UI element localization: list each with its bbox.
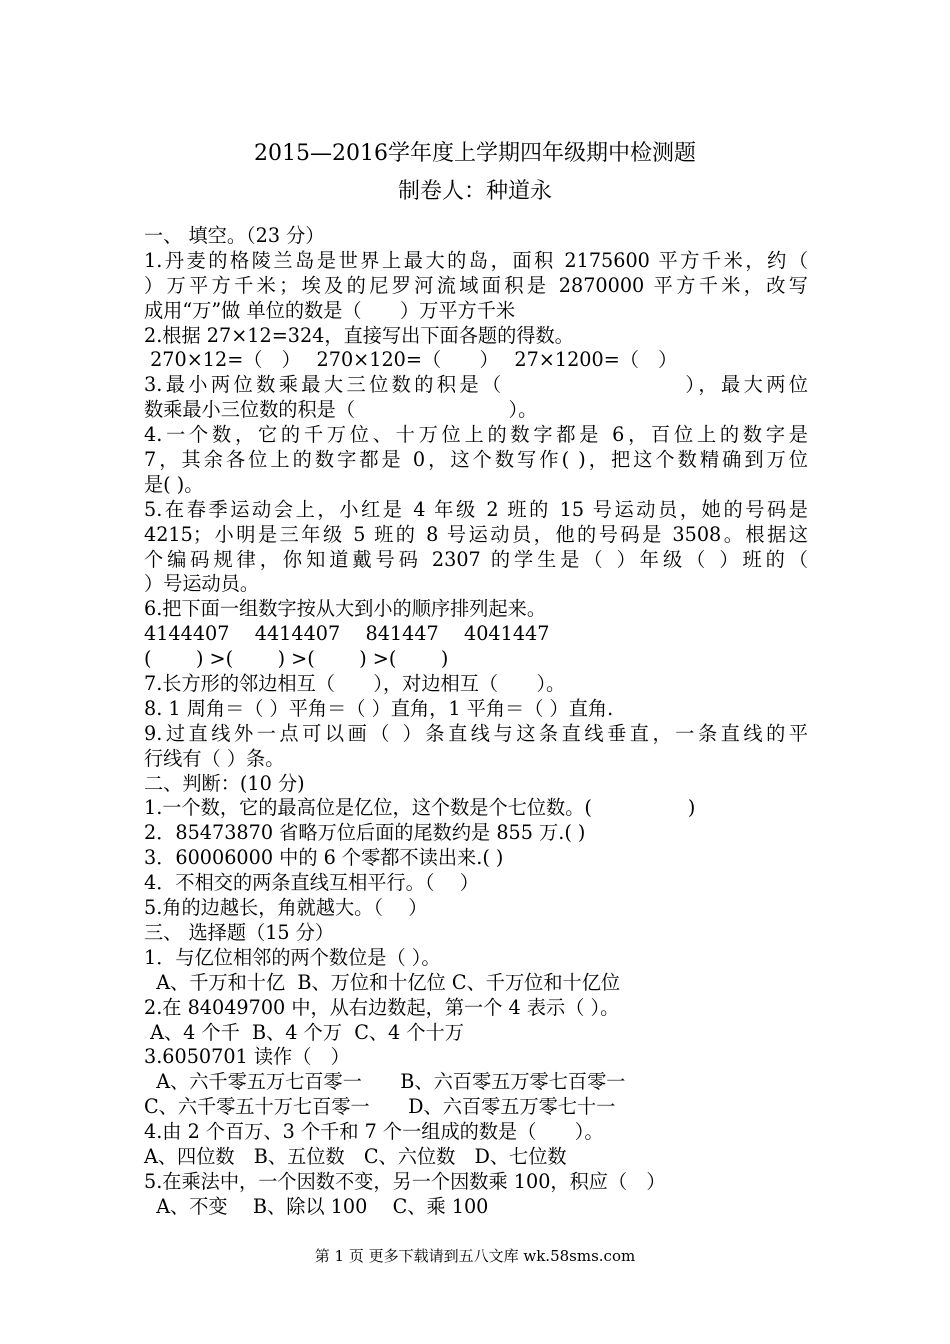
text-line: A、四位数 B、五位数 C、六位数 D、七位数	[144, 1144, 567, 1168]
page-footer: 第 1 页 更多下载请到五八文库 wk.58sms.com	[314, 1247, 636, 1265]
text-line: 7.长方形的邻边相互（ ），对边相互（ ）。	[144, 672, 566, 696]
text-line: 5.角的边越长，角就越大。（ ）	[144, 896, 428, 920]
text-line: 三、 选择题（15 分）	[144, 920, 335, 944]
text-line: 个编码规律，你知道戴号码 2307 的学生是（ ）年级（ ）班的（	[144, 547, 808, 571]
text-line: A、六千零五万七百零一 B、六百零五万零七百零一	[144, 1070, 626, 1094]
text-line: 8. 1 周角＝（ ）平角＝（ ）直角，1 平角＝（ ）直角.	[144, 696, 614, 720]
text-line: 行线有（ ）条。	[144, 746, 285, 770]
text-line: 5.在春季运动会上，小红是 4 年级 2 班的 15 号运动员，她的号码是	[144, 497, 808, 521]
text-line: 一、 填空。（23 分）	[144, 224, 325, 247]
text-line: 2．85473870 省略万位后面的尾数约是 855 万.( )	[144, 821, 586, 845]
text-line: A、不变 B、除以 100 C、乘 100	[144, 1194, 489, 1218]
text-line: 270×12=（ ） 270×120=（ ） 27×1200=（ ）	[144, 348, 678, 372]
text-line: 7，其余各位上的数字都是 0，这个数写作( )，把这个数精确到万位	[144, 448, 808, 472]
text-line: A、千万和十亿 B、万位和十亿位 C、千万位和十亿位	[144, 970, 621, 994]
text-line: ）号运动员。	[144, 572, 260, 596]
text-line: 4.一个数，它的千万位、十万位上的数字都是 6，百位上的数字是	[144, 423, 808, 447]
text-line: 6.把下面一组数字按从大到小的顺序排列起来。	[144, 597, 547, 621]
text-line: 2.根据 27×12=324，直接写出下面各题的得数。	[144, 323, 574, 347]
text-line: 5.在乘法中，一个因数不变，另一个因数乘 100，积应（ ）	[144, 1169, 666, 1193]
text-line: A、4 个千 B、4 个万 C、4 个十万	[144, 1020, 464, 1044]
text-line: 4．不相交的两条直线互相平行。（ ）	[144, 871, 479, 895]
text-line: 成用“万”做 单位的数是（ ）万平方千米	[144, 298, 516, 322]
text-line: 2.在 84049700 中，从右边数起，第一个 4 表示（ ）。	[144, 995, 620, 1019]
text-line: C、六千零五十万七百零一 D、六百零五万零七十一	[144, 1095, 616, 1119]
text-line: ( ) >( ) >( ) >( )	[144, 647, 449, 671]
text-line: 4215；小明是三年级 5 班的 8 号运动员，他的号码是 3508。根据这	[144, 522, 808, 546]
text-line: 1.丹麦的格陵兰岛是世界上最大的岛，面积 2175600 平方千米，约（	[144, 248, 808, 272]
document-author: 制卷人：种道永	[397, 179, 552, 204]
text-line: 3.最小两位数乘最大三位数的积是（ ），最大两位	[144, 373, 808, 397]
text-line: 3.6050701 读作（ ）	[144, 1045, 350, 1069]
text-line: 4144407 4414407 841447 4041447	[144, 622, 550, 646]
document-body	[144, 224, 808, 1220]
text-line: 4.由 2 个百万、3 个千和 7 个一组成的数是（ ）。	[144, 1120, 604, 1144]
text-line: ）万平方千米；埃及的尼罗河流域面积是 2870000 平方千米，改写	[144, 273, 808, 297]
text-line: 1．与亿位相邻的两个数位是（ ）。	[144, 945, 441, 969]
document-title: 2015—2016学年度上学期四年级期中检测题	[254, 141, 696, 166]
text-line: 1.一个数，它的最高位是亿位，这个数是个七位数。( )	[144, 796, 696, 820]
text-line: 数乘最小三位数的积是（ ）。	[144, 398, 538, 422]
text-line: 9.过直线外一点可以画（ ）条直线与这条直线垂直，一条直线的平	[144, 721, 808, 745]
text-line: 3．60006000 中的 6 个零都不读出来.( )	[144, 846, 504, 870]
text-line: 是( )。	[144, 472, 204, 496]
text-line: 二、判断：(10 分)	[144, 771, 305, 795]
